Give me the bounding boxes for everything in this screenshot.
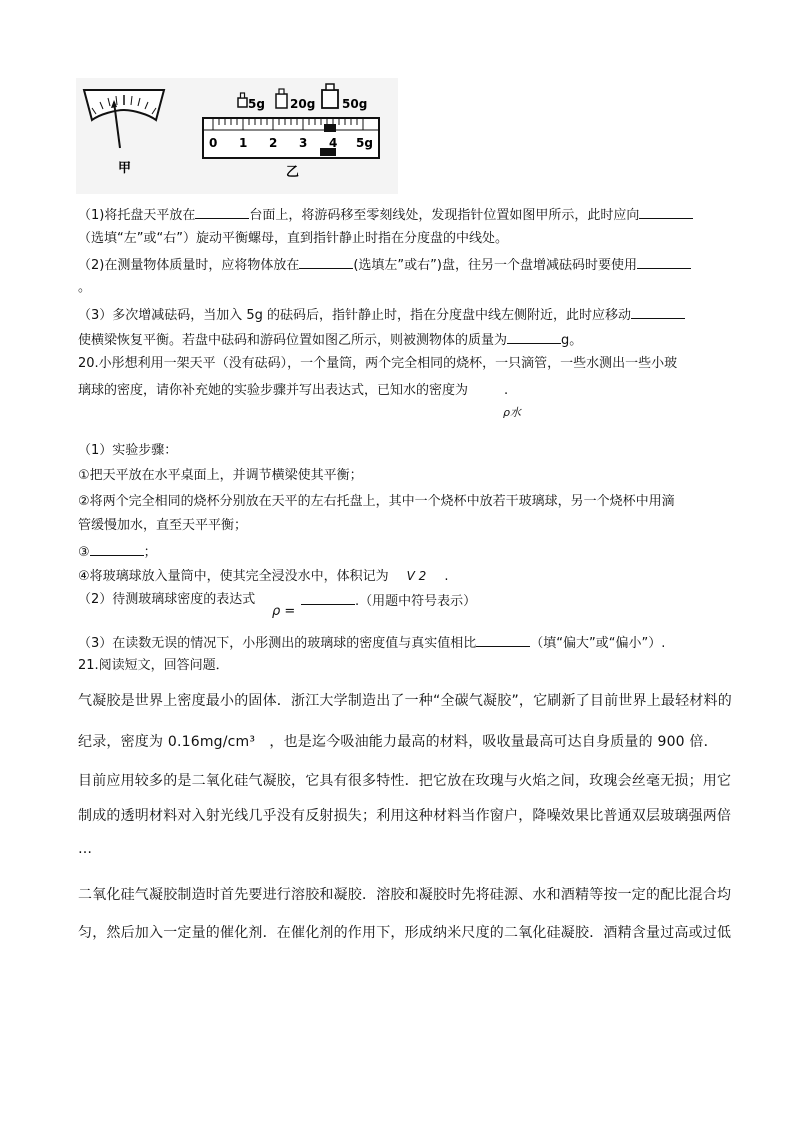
ruler-tick-2: 2 bbox=[269, 136, 278, 150]
q21-para2-line3: … bbox=[78, 841, 93, 857]
q20-blank-expr bbox=[301, 592, 355, 605]
q20-s3b: ； bbox=[143, 545, 157, 560]
q20-s4-volume-symbol: V 2 bbox=[406, 569, 427, 583]
q20-e2a: （2）待测玻璃球密度的表达式 bbox=[78, 592, 256, 607]
weight-5g-label: 5g bbox=[248, 97, 265, 111]
q19-line5 bbox=[78, 306, 685, 324]
q19-blank-1 bbox=[195, 206, 249, 219]
ruler-tick-5g: 5g bbox=[356, 136, 373, 150]
q19-l3a: （2)在测量物体质量时，应将物体放在 bbox=[78, 258, 300, 273]
q20-l2: 璃球的密度，请你补充她的实验步骤并写出表达式，已知水的密度为 bbox=[78, 383, 469, 398]
q20-s4-end: . bbox=[444, 569, 449, 584]
q19-line4: 。 bbox=[78, 280, 92, 295]
q20-l2-end: . bbox=[504, 383, 509, 398]
q19-l5a: （3）多次增减砝码，当加入 5g 的砝码后，指针静止时，指在分度盘中线左侧附近，此时应移动 bbox=[78, 308, 632, 323]
q19-blank-3 bbox=[299, 256, 353, 269]
q20-e3b: （填“偏大”或“偏小”）. bbox=[530, 636, 666, 651]
q20-step1: ①把天平放在水平桌面上，并调节横梁使其平衡； bbox=[78, 468, 363, 483]
label-yi: 乙 bbox=[286, 165, 300, 180]
q19-line2: （选填“左”或“右”）旋动平衡螺母，直到指针静止时指在分度盘的中线处。 bbox=[78, 231, 508, 246]
balance-figure-svg bbox=[76, 78, 398, 194]
weight-50g-label: 50g bbox=[342, 97, 368, 111]
q19-l1b: 台面上，将游码移至零刻线处，发现指针位置如图甲所示，此时应向 bbox=[249, 208, 640, 223]
q20-e2b: .（用题中符号表示） bbox=[355, 594, 477, 609]
q20-line2 bbox=[78, 383, 508, 399]
q20-step4 bbox=[78, 568, 448, 585]
q20-step2b: 管缓慢加水，直至天平平衡； bbox=[78, 518, 248, 533]
q19-blank-6 bbox=[507, 331, 561, 344]
ruler-tick-0: 0 bbox=[209, 136, 218, 150]
q19-blank-4 bbox=[637, 256, 691, 269]
q19-line6 bbox=[78, 331, 582, 349]
q21-para2-line2: 制成的透明材料对入射光线几乎没有反射损失；利用这种材料当作窗户，降噪效果比普通双层玻璃强两倍 bbox=[78, 808, 732, 824]
q21-para3-line2: 匀，然后加入一定量的催化剂．在催化剂的作用下，形成纳米尺度的二氧化硅凝胶．酒精含量过高或过低 bbox=[78, 925, 732, 941]
q19-l6b: g。 bbox=[561, 333, 583, 348]
rho-water-symbol: ρ水 bbox=[503, 406, 521, 419]
q20-e3a: （3）在读数无误的情况下，小彤测出的玻璃球的密度值与真实值相比 bbox=[78, 636, 477, 651]
figure-balance bbox=[76, 78, 398, 194]
rider-ruler bbox=[203, 118, 379, 158]
ruler-tick-3: 3 bbox=[299, 136, 308, 150]
q20-expr3 bbox=[78, 634, 665, 652]
q19-l1a: （1)将托盘天平放在 bbox=[78, 208, 196, 223]
q20-step3 bbox=[78, 543, 157, 561]
q21-para1-line1: 气凝胶是世界上密度最小的固体．浙江大学制造出了一种“全碳气凝胶”，它刷新了目前世界上最轻材料的 bbox=[78, 693, 732, 709]
q20-s3a: ③ bbox=[78, 545, 90, 560]
q19-blank-2 bbox=[639, 206, 693, 219]
rider-marker-top bbox=[324, 124, 336, 132]
q19-line3 bbox=[78, 256, 691, 274]
q20-expr2 bbox=[78, 592, 255, 608]
q20-blank-expr3 bbox=[476, 634, 530, 647]
q21-title: 21.阅读短文，回答问题． bbox=[78, 658, 229, 673]
q20-expr2-rest bbox=[301, 592, 476, 610]
dial-scale-jia bbox=[84, 90, 164, 148]
weight-20g-label: 20g bbox=[290, 97, 316, 111]
ruler-tick-4: 4 bbox=[329, 136, 338, 150]
q20-rho-eq: ρ = bbox=[272, 604, 296, 619]
q20-s4a: ④将玻璃球放入量筒中，使其完全浸没水中，体积记为 bbox=[78, 569, 389, 584]
q21-para3-line1: 二氧化硅气凝胶制造时首先要进行溶胶和凝胶．溶胶和凝胶时先将硅源、水和酒精等按一定的配比混合均 bbox=[78, 887, 732, 903]
q19-line1 bbox=[78, 206, 693, 224]
q20-step2a: ②将两个完全相同的烧杯分别放在天平的左右托盘上，其中一个烧杯中放若干玻璃球，另一个烧杯中用滴 bbox=[78, 494, 675, 509]
label-jia: 甲 bbox=[118, 161, 132, 176]
ruler-tick-1: 1 bbox=[239, 136, 248, 150]
q19-blank-5 bbox=[631, 306, 685, 319]
q19-l6a: 使横梁恢复平衡。若盘中砝码和游码位置如图乙所示，则被测物体的质量为 bbox=[78, 333, 508, 348]
q21-para2-line1: 目前应用较多的是二氧化硅气凝胶，它具有很多特性．把它放在玫瑰与火焰之间，玫瑰会丝毫无损；用它 bbox=[78, 773, 732, 789]
q19-l3b: (选填左”或右”)盘，往另一个盘增减砝码时要使用 bbox=[353, 258, 637, 273]
q21-para1-line2: 纪录，密度为 0.16mg/cm³ ，也是迄今吸油能力最高的材料，吸收量最高可达自身质量的 900 倍． bbox=[78, 734, 718, 750]
q20-steps-title: （1）实验步骤： bbox=[78, 443, 178, 458]
q20-line1: 20.小彤想利用一架天平（没有砝码），一个量筒，两个完全相同的烧杯，一只滴管，一些水测出一些小玻 bbox=[78, 356, 678, 371]
weights-group bbox=[238, 84, 367, 111]
q20-blank-step3 bbox=[90, 543, 144, 556]
